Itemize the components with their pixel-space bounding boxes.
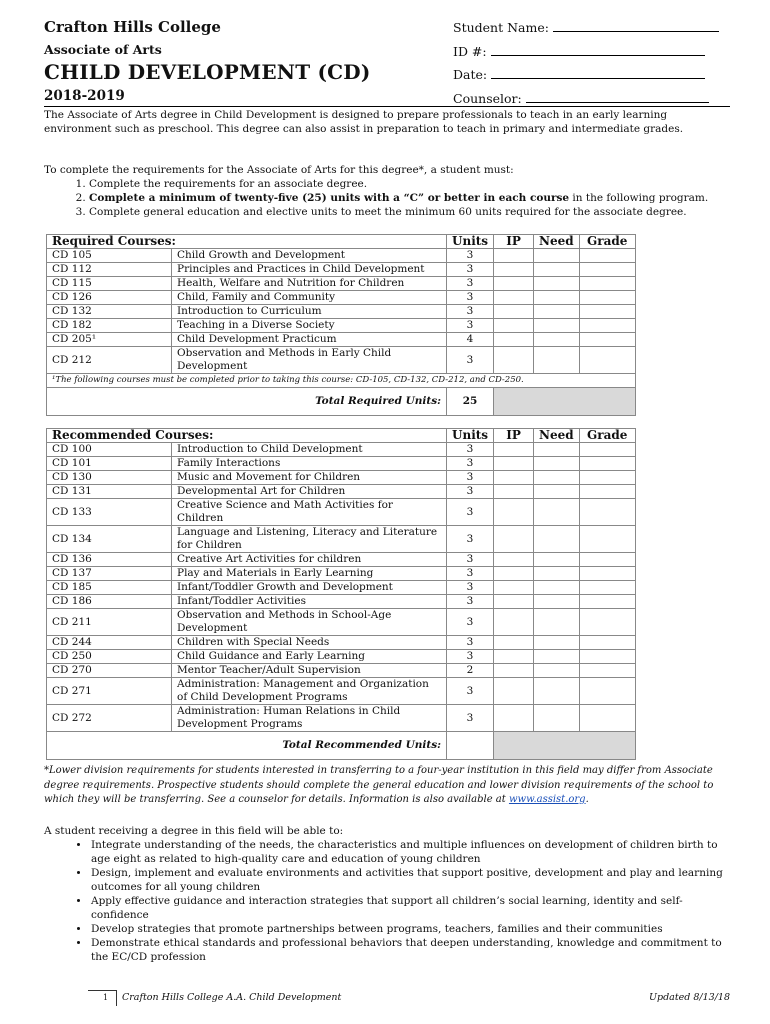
grade-cell[interactable] [579, 457, 635, 471]
course-units: 3 [447, 499, 494, 526]
table-row [47, 499, 636, 526]
prerequisite-note-row [47, 374, 636, 388]
course-code: CD 186 [47, 595, 172, 609]
id-field[interactable] [453, 43, 705, 59]
table-row [47, 457, 636, 471]
course-units: 3 [447, 581, 494, 595]
course-code: CD 133 [47, 499, 172, 526]
grade-cell[interactable] [579, 567, 635, 581]
course-code: CD 105 [47, 249, 172, 263]
course-code: CD 211 [47, 609, 172, 636]
table-header [47, 235, 636, 249]
grade-cell[interactable] [579, 347, 635, 374]
ip-cell[interactable] [494, 636, 534, 650]
course-code: CD 272 [47, 705, 172, 732]
course-units: 3 [447, 347, 494, 374]
grade-cell[interactable] [579, 249, 635, 263]
grade-cell[interactable] [579, 291, 635, 305]
requirement-bold: Complete a minimum of twenty-five (25) units with a “C” or better in each course [89, 192, 570, 204]
recommended-heading: Recommended Courses: [47, 429, 447, 443]
grade-cell[interactable] [579, 485, 635, 499]
grade-cell[interactable] [579, 650, 635, 664]
footer-rule [88, 990, 116, 991]
course-title: Observation and Methods in Early Child Development [172, 347, 447, 374]
need-cell[interactable] [534, 277, 580, 291]
need-cell[interactable] [534, 291, 580, 305]
ip-cell[interactable] [494, 263, 534, 277]
need-cell[interactable] [534, 333, 580, 347]
course-title: Child Development Practicum [172, 333, 447, 347]
ip-cell[interactable] [494, 305, 534, 319]
course-units: 3 [447, 443, 494, 457]
total-shade [494, 732, 636, 760]
table-row [47, 471, 636, 485]
course-title: Creative Science and Math Activities for Children [172, 499, 447, 526]
course-title: Infant/Toddler Activities [172, 595, 447, 609]
course-title: Child Guidance and Early Learning [172, 650, 447, 664]
ip-cell[interactable] [494, 333, 534, 347]
grade-cell[interactable] [579, 609, 635, 636]
course-units: 3 [447, 249, 494, 263]
grade-cell[interactable] [579, 319, 635, 333]
table-row [47, 333, 636, 347]
grade-cell[interactable] [579, 678, 635, 705]
table-row [47, 485, 636, 499]
outcome-item: • Integrate understanding of the needs, the characteristics and multiple influences on development of children birth to age eight as related to high-quality care and education of young children [90, 838, 730, 866]
requirement-rest: in the following program. [569, 192, 709, 204]
course-code: CD 182 [47, 319, 172, 333]
table-row [47, 249, 636, 263]
course-units: 3 [447, 636, 494, 650]
footnote-text: *Lower division requirements for students interested in transferring to a four-year institution in this field may differ from Associate degree requirements. Prospective students should complete the general education and lower division requirements of the school to which they will be transferring. See a counselor for details. Information is also available at [44, 765, 714, 805]
need-header: Need [534, 429, 580, 443]
student-name-blank[interactable] [553, 19, 719, 32]
course-units: 3 [447, 263, 494, 277]
course-code: CD 134 [47, 526, 172, 553]
grade-cell[interactable] [579, 705, 635, 732]
need-cell[interactable] [534, 305, 580, 319]
course-units: 2 [447, 664, 494, 678]
table-row [47, 650, 636, 664]
course-units: 3 [447, 553, 494, 567]
course-code: CD 250 [47, 650, 172, 664]
footer-divider [116, 990, 117, 1006]
course-code: CD 100 [47, 443, 172, 457]
course-units: 3 [447, 526, 494, 553]
grade-cell[interactable] [579, 664, 635, 678]
course-title: Introduction to Curriculum [172, 305, 447, 319]
counselor-field[interactable] [453, 90, 709, 106]
course-title: Play and Materials in Early Learning [172, 567, 447, 581]
units-header: Units [447, 429, 494, 443]
course-title: Music and Movement for Children [172, 471, 447, 485]
course-title: Administration: Human Relations in Child Development Programs [172, 705, 447, 732]
table-row [47, 291, 636, 305]
outcomes-lead: A student receiving a degree in this field will be able to: [44, 825, 344, 837]
date-blank[interactable] [491, 66, 705, 79]
ip-cell[interactable] [494, 567, 534, 581]
ip-cell[interactable] [494, 485, 534, 499]
course-code: CD 115 [47, 277, 172, 291]
course-code: CD 130 [47, 471, 172, 485]
course-title: Children with Special Needs [172, 636, 447, 650]
ip-cell[interactable] [494, 347, 534, 374]
requirements-lead: To complete the requirements for the Associate of Arts for this degree*, a student must: [44, 164, 514, 176]
need-cell[interactable] [534, 443, 580, 457]
requirement-item [89, 191, 730, 205]
table-row [47, 347, 636, 374]
course-title: Introduction to Child Development [172, 443, 447, 457]
course-code: CD 132 [47, 305, 172, 319]
course-title: Health, Welfare and Nutrition for Children [172, 277, 447, 291]
course-title: Infant/Toddler Growth and Development [172, 581, 447, 595]
required-heading: Required Courses: [47, 235, 447, 249]
need-cell[interactable] [534, 595, 580, 609]
need-cell[interactable] [534, 526, 580, 553]
course-units: 3 [447, 471, 494, 485]
ip-cell[interactable] [494, 595, 534, 609]
degree-type: Associate of Arts [44, 42, 162, 57]
table-row [47, 443, 636, 457]
ip-cell[interactable] [494, 499, 534, 526]
need-cell[interactable] [534, 636, 580, 650]
college-name: Crafton Hills College [44, 18, 221, 36]
course-units: 3 [447, 567, 494, 581]
table-row [47, 553, 636, 567]
outcome-item: • Develop strategies that promote partnerships between programs, teachers, families and their communities [90, 922, 730, 936]
course-code: CD 136 [47, 553, 172, 567]
requirement-item: 1. Complete the requirements for an associate degree. [89, 177, 730, 191]
grade-cell[interactable] [579, 526, 635, 553]
student-name-label: Student Name: [453, 20, 549, 35]
course-code: CD 244 [47, 636, 172, 650]
total-recommended-value [447, 732, 494, 760]
grade-cell[interactable] [579, 636, 635, 650]
course-title: Mentor Teacher/Adult Supervision [172, 664, 447, 678]
course-title: Administration: Management and Organization of Child Development Programs [172, 678, 447, 705]
ip-cell[interactable] [494, 443, 534, 457]
learning-outcomes [44, 824, 730, 964]
outcome-item: • Demonstrate ethical standards and professional behaviors that deepen understanding, knowledge and commitment to the EC/CD profession [90, 936, 730, 964]
date-label: Date: [453, 67, 488, 82]
course-code: CD 137 [47, 567, 172, 581]
need-cell[interactable] [534, 609, 580, 636]
degree-requirements [44, 163, 730, 219]
ip-cell[interactable] [494, 553, 534, 567]
grade-cell[interactable] [579, 471, 635, 485]
grade-header: Grade [579, 235, 635, 249]
table-row [47, 567, 636, 581]
course-title: Principles and Practices in Child Development [172, 263, 447, 277]
table-row [47, 678, 636, 705]
ip-cell[interactable] [494, 457, 534, 471]
table-row [47, 595, 636, 609]
header-rule [44, 106, 730, 107]
total-recommended-label: Total Recommended Units: [47, 732, 447, 760]
course-code: CD 205¹ [47, 333, 172, 347]
course-title: Child, Family and Community [172, 291, 447, 305]
course-title: Observation and Methods in School-Age Development [172, 609, 447, 636]
need-header: Need [534, 235, 580, 249]
ip-cell[interactable] [494, 471, 534, 485]
grade-cell[interactable] [579, 443, 635, 457]
page-number: 1 [103, 993, 109, 1002]
table-row [47, 705, 636, 732]
assist-link[interactable]: www.assist.org [508, 794, 586, 805]
course-code: CD 185 [47, 581, 172, 595]
ip-cell[interactable] [494, 609, 534, 636]
outcome-item: • Apply effective guidance and interaction strategies that support all children’s social learning, identity and self-confidence [90, 894, 730, 922]
ip-cell[interactable] [494, 319, 534, 333]
need-cell[interactable] [534, 553, 580, 567]
grade-cell[interactable] [579, 305, 635, 319]
ip-cell[interactable] [494, 526, 534, 553]
need-cell[interactable] [534, 263, 580, 277]
student-name-field[interactable] [453, 19, 719, 35]
table-row [47, 305, 636, 319]
ip-header: IP [494, 429, 534, 443]
need-cell[interactable] [534, 457, 580, 471]
total-row [47, 732, 636, 760]
outcomes-list [44, 838, 730, 964]
table-row [47, 526, 636, 553]
course-units: 3 [447, 678, 494, 705]
need-cell[interactable] [534, 249, 580, 263]
total-row [47, 388, 636, 416]
transfer-footnote [44, 764, 730, 808]
course-code: CD 126 [47, 291, 172, 305]
ip-cell[interactable] [494, 277, 534, 291]
course-code: CD 271 [47, 678, 172, 705]
id-label: ID #: [453, 44, 487, 59]
program-description: The Associate of Arts degree in Child Development is designed to prepare professionals to teach in an early learning environment such as preschool. This degree can also assist in preparation to teach in primary and intermediate grades. [44, 109, 684, 135]
outcome-item: • Design, implement and evaluate environments and activities that support positive, development and play and learning outcomes for all young children [90, 866, 730, 894]
footer-doc-title: Crafton Hills College A.A. Child Development [122, 992, 342, 1003]
total-shade [494, 388, 636, 416]
need-cell[interactable] [534, 485, 580, 499]
course-title: Creative Art Activities for children [172, 553, 447, 567]
date-field[interactable] [453, 66, 705, 82]
recommended-courses-table [46, 428, 636, 760]
units-header: Units [447, 235, 494, 249]
course-units: 3 [447, 609, 494, 636]
course-units: 3 [447, 319, 494, 333]
course-units: 3 [447, 277, 494, 291]
need-cell[interactable] [534, 650, 580, 664]
need-cell[interactable] [534, 678, 580, 705]
need-cell[interactable] [534, 705, 580, 732]
grade-cell[interactable] [579, 333, 635, 347]
need-cell[interactable] [534, 319, 580, 333]
need-cell[interactable] [534, 664, 580, 678]
course-units: 3 [447, 705, 494, 732]
course-code: CD 131 [47, 485, 172, 499]
table-row [47, 664, 636, 678]
ip-cell[interactable] [494, 650, 534, 664]
grade-header: Grade [579, 429, 635, 443]
need-cell[interactable] [534, 499, 580, 526]
requirements-list [44, 177, 730, 219]
grade-cell[interactable] [579, 277, 635, 291]
prerequisite-note: ¹The following courses must be completed prior to taking this course: CD-105, CD-132, CD-212, and CD-250. [47, 374, 636, 388]
table-row [47, 581, 636, 595]
grade-cell[interactable] [579, 595, 635, 609]
course-code: CD 112 [47, 263, 172, 277]
table-row [47, 636, 636, 650]
course-code: CD 270 [47, 664, 172, 678]
table-row [47, 263, 636, 277]
course-code: CD 101 [47, 457, 172, 471]
table-header [47, 429, 636, 443]
course-title: Teaching in a Diverse Society [172, 319, 447, 333]
total-required-value: 25 [447, 388, 494, 416]
course-code: CD 212 [47, 347, 172, 374]
need-cell[interactable] [534, 347, 580, 374]
catalog-year: 2018-2019 [44, 88, 125, 104]
course-units: 3 [447, 457, 494, 471]
ip-cell[interactable] [494, 291, 534, 305]
id-blank[interactable] [491, 43, 705, 56]
page-title: CHILD DEVELOPMENT (CD) [44, 60, 371, 84]
footnote-end: . [585, 794, 589, 805]
grade-cell[interactable] [579, 263, 635, 277]
counselor-label: Counselor: [453, 91, 522, 106]
table-row [47, 609, 636, 636]
ip-cell[interactable] [494, 249, 534, 263]
course-units: 4 [447, 333, 494, 347]
course-units: 3 [447, 650, 494, 664]
ip-cell[interactable] [494, 581, 534, 595]
course-units: 3 [447, 595, 494, 609]
grade-cell[interactable] [579, 499, 635, 526]
requirement-item: 3. Complete general education and elective units to meet the minimum 60 units required for the associate degree. [89, 205, 730, 219]
ip-cell[interactable] [494, 664, 534, 678]
ip-cell[interactable] [494, 678, 534, 705]
need-cell[interactable] [534, 581, 580, 595]
ip-header: IP [494, 235, 534, 249]
course-title: Child Growth and Development [172, 249, 447, 263]
course-units: 3 [447, 305, 494, 319]
table-row [47, 319, 636, 333]
ip-cell[interactable] [494, 705, 534, 732]
course-units: 3 [447, 291, 494, 305]
course-title: Family Interactions [172, 457, 447, 471]
counselor-blank[interactable] [526, 90, 709, 103]
grade-cell[interactable] [579, 553, 635, 567]
footer-updated: Updated 8/13/18 [649, 992, 730, 1003]
need-cell[interactable] [534, 567, 580, 581]
grade-cell[interactable] [579, 581, 635, 595]
table-row [47, 277, 636, 291]
course-units: 3 [447, 485, 494, 499]
total-required-label: Total Required Units: [47, 388, 447, 416]
need-cell[interactable] [534, 471, 580, 485]
required-courses-table [46, 234, 636, 416]
course-title: Developmental Art for Children [172, 485, 447, 499]
course-title: Language and Listening, Literacy and Literature for Children [172, 526, 447, 553]
